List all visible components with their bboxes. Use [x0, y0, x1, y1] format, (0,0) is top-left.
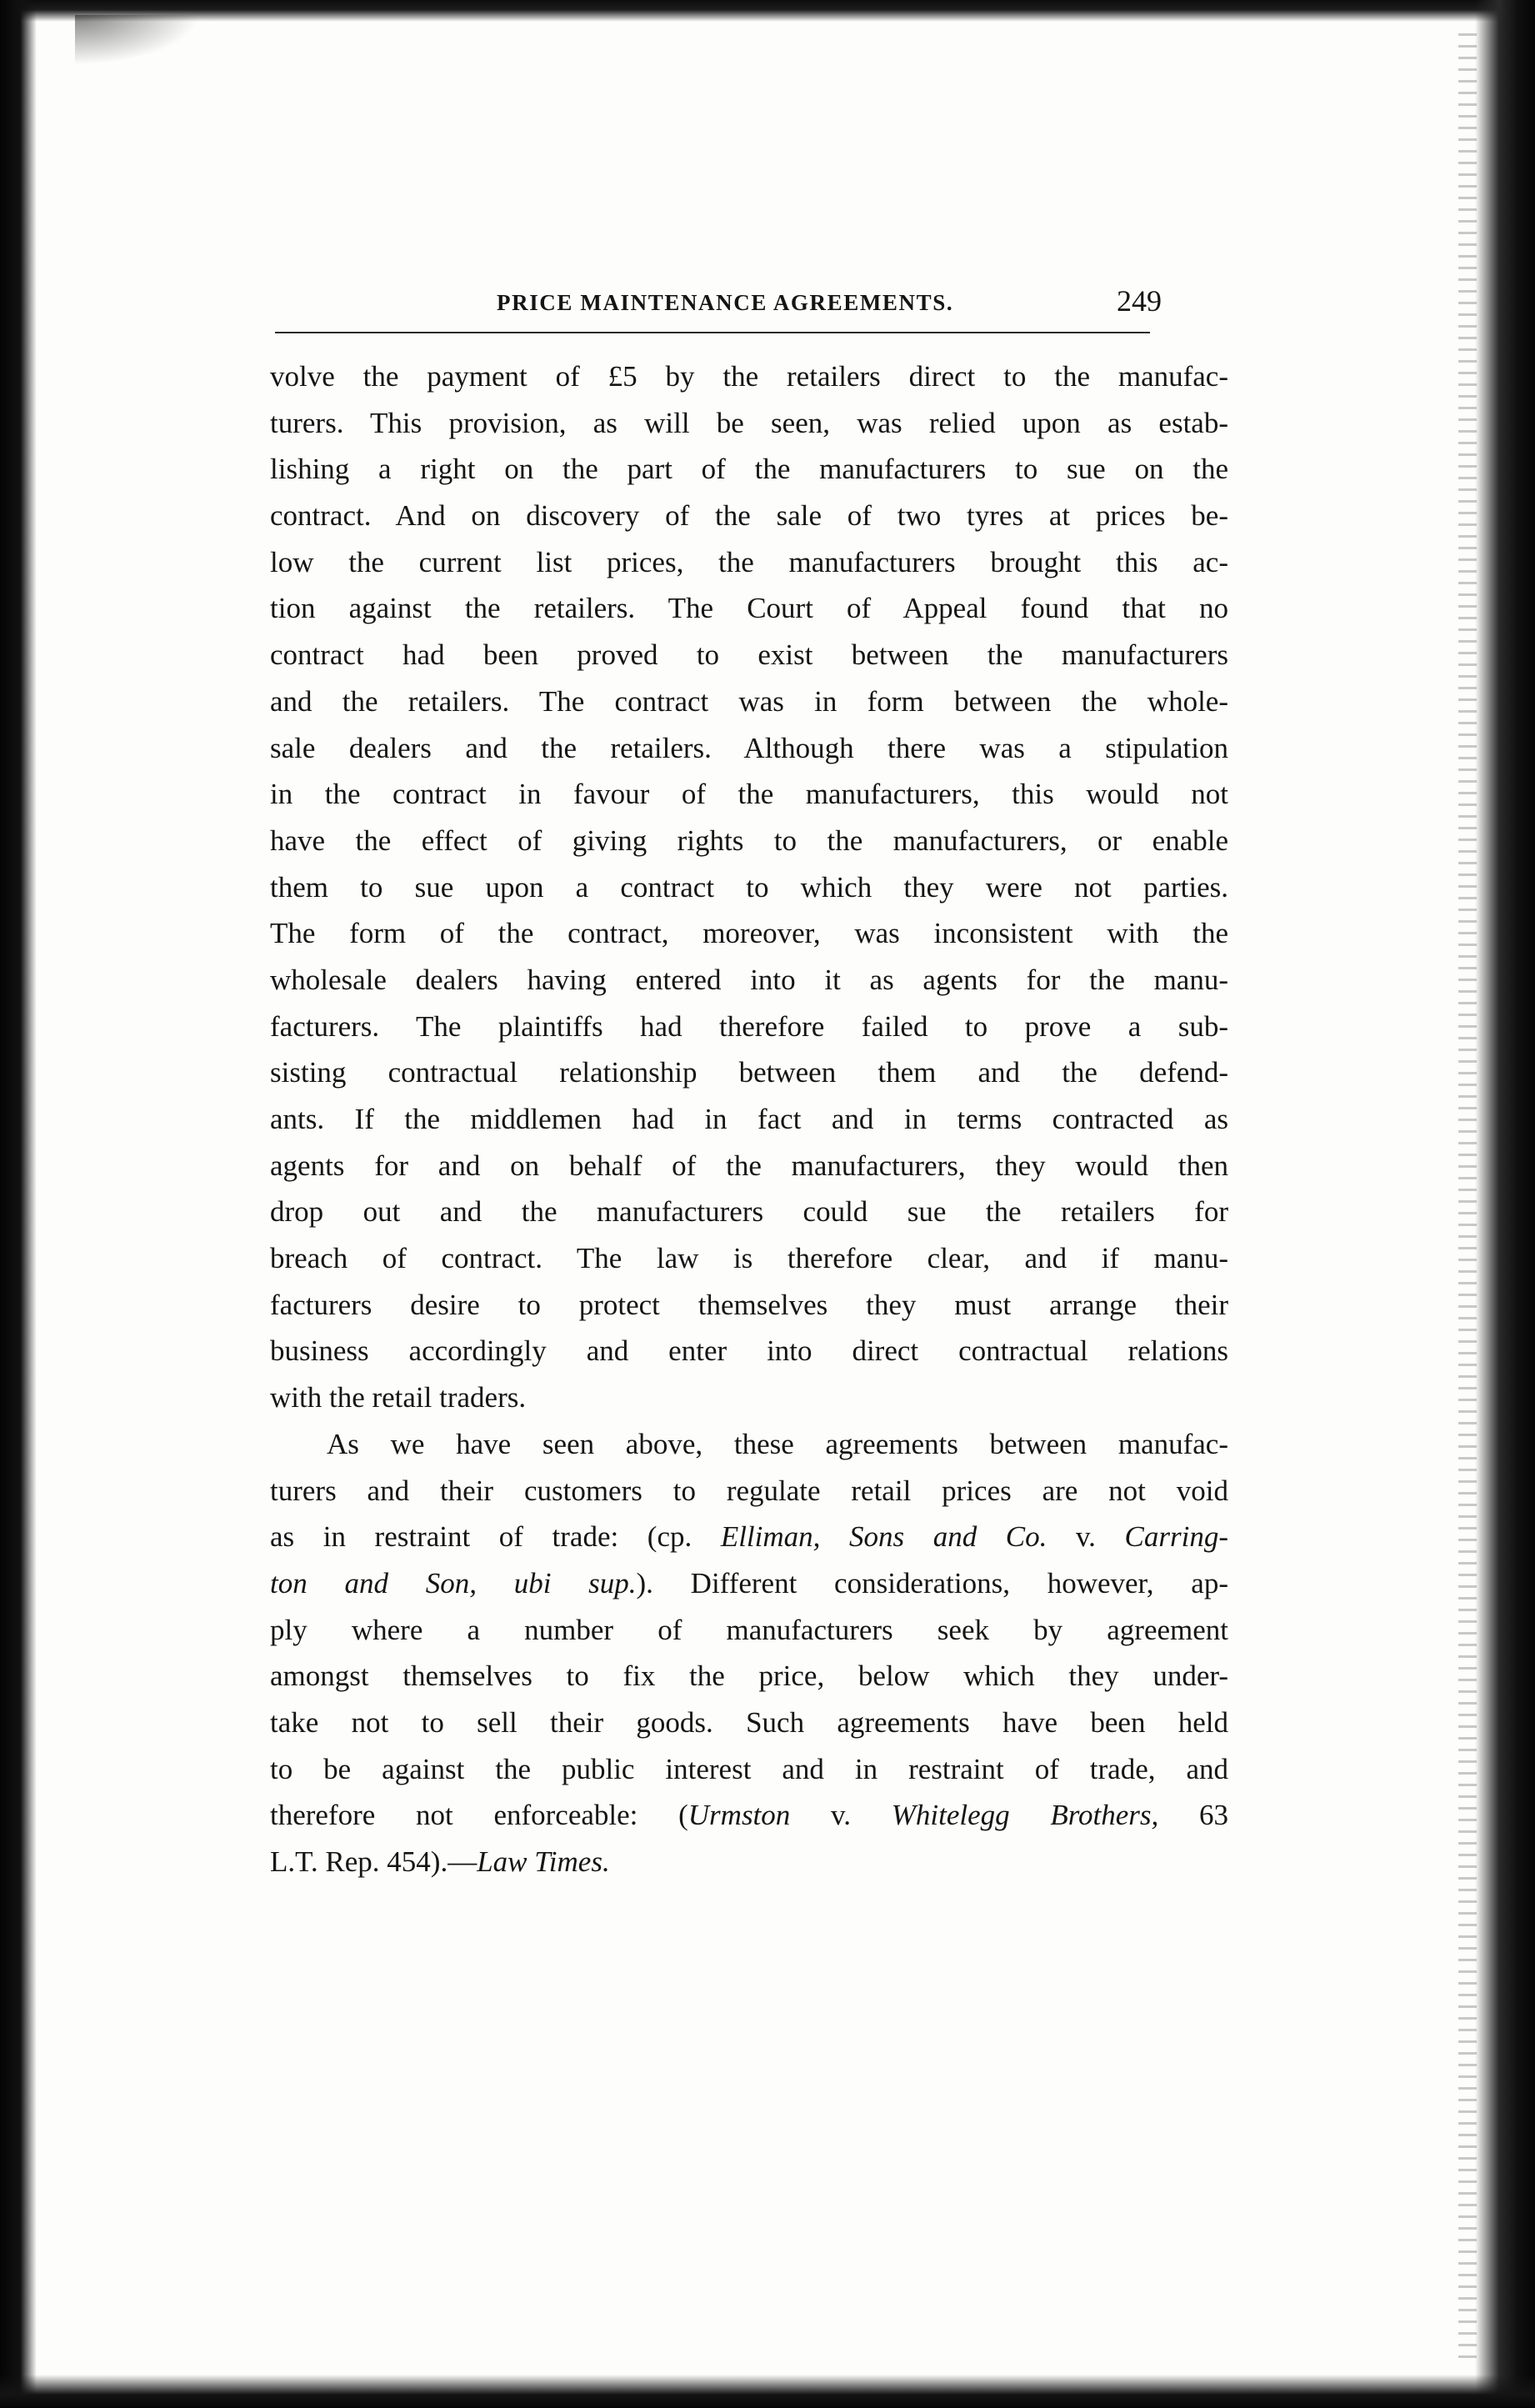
case-name: Carring-: [1124, 1520, 1228, 1554]
text-line: tion against the retailers. The Court of Appeal found that no: [270, 592, 1228, 625]
text-line: business accordingly and enter into direct contractual relations: [270, 1334, 1228, 1368]
text-line: breach of contract. The law is therefore clear, and if manu-: [270, 1242, 1228, 1275]
scan-edge-right-speckle: [1458, 33, 1477, 2367]
case-name: Urmston: [688, 1799, 791, 1832]
text-line: [270, 1839, 1228, 1885]
text-line: take not to sell their goods. Such agreements have been held: [270, 1705, 1228, 1739]
source-name: Law Times.: [477, 1845, 610, 1878]
text-line: them to sue upon a contract to which they were not parties.: [270, 870, 1228, 904]
text-line: drop out and the manufacturers could sue the retailers for: [270, 1195, 1228, 1229]
text-span: v.: [1047, 1520, 1125, 1554]
scan-edge-right: [1475, 0, 1535, 2408]
case-name: Whitelegg Brothers,: [891, 1799, 1159, 1832]
text-line: ants. If the middlemen had in fact and in terms contracted as: [270, 1103, 1228, 1135]
header-rule: [275, 332, 1150, 333]
text-line: turers and their customers to regulate retail prices are not void: [270, 1474, 1228, 1507]
text-line: turers. This provision, as will be seen, was relied upon as estab-: [270, 406, 1228, 439]
text-line: low the current list prices, the manufacturers brought this ac-: [270, 545, 1228, 578]
text-span: ). Different considerations, however, ap-: [636, 1566, 1228, 1599]
text-line: facturers desire to protect themselves they must arrange their: [270, 1288, 1228, 1321]
paragraph-2: [270, 1421, 1228, 1885]
text-line: contract. And on discovery of the sale of two tyres at prices be-: [270, 499, 1228, 533]
text-span: L.T. Rep. 454).—: [270, 1845, 478, 1878]
case-name: Elliman, Sons and Co.: [720, 1520, 1048, 1554]
text-line: sisting contractual relationship between them and the defend-: [270, 1056, 1228, 1089]
text-line: contract had been proved to exist between the manufacturers: [270, 638, 1228, 672]
text-line: [270, 1560, 1228, 1607]
text-span: as in restraint of trade: (cp.: [270, 1520, 721, 1554]
running-head: PRICE MAINTENANCE AGREEMENTS.: [497, 290, 954, 315]
text-line: As we have seen above, these agreements between manufac-: [327, 1427, 1228, 1460]
text-line: [270, 1514, 1228, 1560]
text-line: amongst themselves to fix the price, below which they under-: [270, 1660, 1228, 1693]
body-text: [270, 353, 1228, 1885]
scan-corner-smudge: [75, 15, 200, 65]
text-line: wholesale dealers having entered into it as agents for the manu-: [270, 963, 1228, 996]
text-line: [270, 1792, 1228, 1839]
text-line: with the retail traders.: [270, 1381, 527, 1414]
text-line: volve the payment of £5 by the retailers direct to the manufac-: [270, 360, 1228, 393]
text-span: v.: [790, 1799, 892, 1832]
text-line: ply where a number of manufacturers seek by agreement: [270, 1613, 1228, 1646]
scan-edge-bottom: [0, 2375, 1535, 2408]
text-line: lishing a right on the part of the manufacturers to sue on the: [270, 453, 1228, 486]
paragraph-1: [270, 353, 1228, 1421]
text-line: to be against the public interest and in restraint of trade, and: [270, 1752, 1228, 1785]
text-line: The form of the contract, moreover, was inconsistent with the: [270, 917, 1228, 950]
case-name: ton and Son, ubi sup.: [270, 1566, 637, 1599]
text-line: sale dealers and the retailers. Although there was a stipulation: [270, 731, 1228, 764]
page-header: [275, 283, 1225, 333]
text-span: therefore not enforceable: (: [270, 1799, 688, 1832]
text-line: agents for and on behalf of the manufacturers, they would then: [270, 1149, 1228, 1182]
text-span: 63: [1158, 1799, 1229, 1832]
scan-edge-top: [17, 0, 1508, 22]
text-line: in the contract in favour of the manufacturers, this would not: [270, 778, 1228, 811]
scan-edge-left: [0, 0, 37, 2408]
text-line: have the effect of giving rights to the manufacturers, or enable: [270, 824, 1228, 857]
text-line: facturers. The plaintiffs had therefore failed to prove a sub-: [270, 1009, 1228, 1043]
text-line: and the retailers. The contract was in form between the whole-: [270, 684, 1228, 718]
page-number: 249: [1117, 284, 1162, 318]
